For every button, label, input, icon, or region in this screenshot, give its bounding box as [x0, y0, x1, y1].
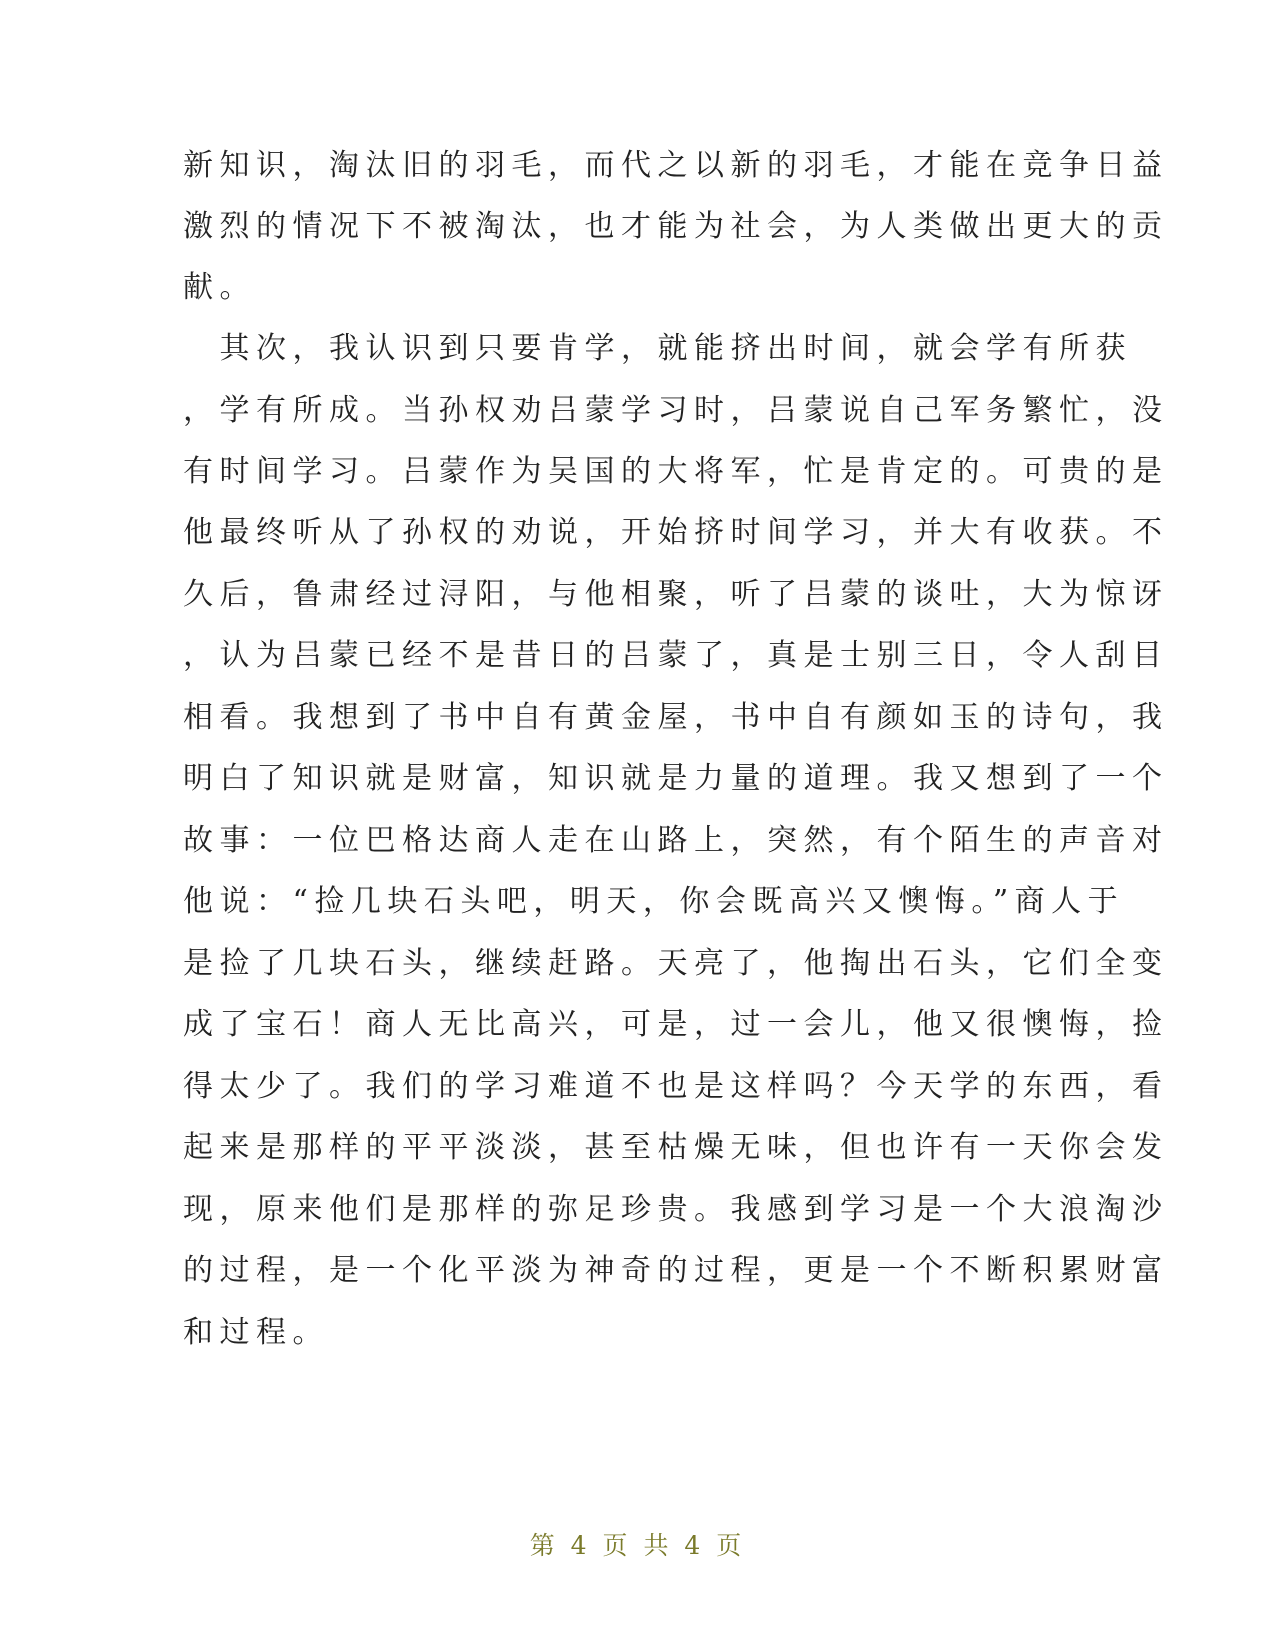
text-line: ，认为吕蒙已经不是昔日的吕蒙了，真是士别三日，令人刮目	[183, 638, 1169, 673]
text-line: 成了宝石！商人无比高兴，可是，过一会儿，他又很懊悔，捡	[183, 1007, 1169, 1042]
text-line: 他最终听从了孙权的劝说，开始挤时间学习，并大有收获。不	[183, 515, 1169, 550]
paragraph-start-line: 其次，我认识到只要肯学，就能挤出时间，就会学有所获	[183, 331, 1132, 366]
text-line: 起来是那样的平平淡淡，甚至枯燥无味，但也许有一天你会发	[183, 1130, 1169, 1165]
text-line: 得太少了。我们的学习难道不也是这样吗？今天学的东西，看	[183, 1069, 1169, 1104]
text-line: 献。	[183, 270, 256, 305]
text-line: 现，原来他们是那样的弥足珍贵。我感到学习是一个大浪淘沙	[183, 1192, 1169, 1227]
text-line: 故事：一位巴格达商人走在山路上，突然，有个陌生的声音对	[183, 823, 1169, 858]
text-line: 他说：“捡几块石头吧，明天，你会既高兴又懊悔。”商人于	[183, 884, 1125, 919]
text-line: 和过程。	[183, 1315, 329, 1350]
text-line: 新知识，淘汰旧的羽毛，而代之以新的羽毛，才能在竞争日益	[183, 148, 1169, 183]
text-line: 的过程，是一个化平淡为神奇的过程，更是一个不断积累财富	[183, 1253, 1169, 1288]
text-line: 有时间学习。吕蒙作为吴国的大将军，忙是肯定的。可贵的是	[183, 454, 1169, 489]
text-line: 明白了知识就是财富，知识就是力量的道理。我又想到了一个	[183, 761, 1169, 796]
page-number-footer: 第 4 页 共 4 页	[529, 1531, 746, 1560]
text-line: 久后，鲁肃经过浔阳，与他相聚，听了吕蒙的谈吐，大为惊讶	[183, 577, 1169, 612]
text-line: 相看。我想到了书中自有黄金屋，书中自有颜如玉的诗句，我	[183, 700, 1169, 735]
text-line: ，学有所成。当孙权劝吕蒙学习时，吕蒙说自己军务繁忙，没	[183, 393, 1169, 428]
text-line: 激烈的情况下不被淘汰，也才能为社会，为人类做出更大的贡	[183, 209, 1169, 244]
text-line: 是捡了几块石头，继续赶路。天亮了，他掏出石头，它们全变	[183, 946, 1169, 981]
